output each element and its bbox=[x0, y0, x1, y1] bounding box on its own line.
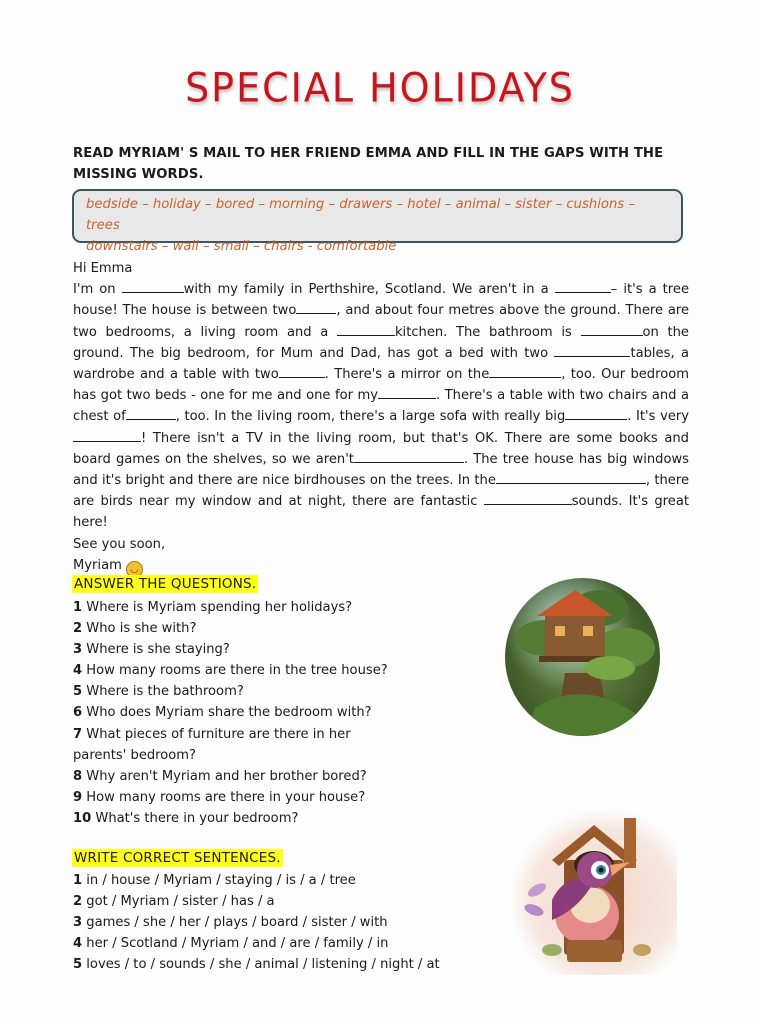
page-title: SPECIAL HOLIDAYS bbox=[185, 64, 575, 112]
sentence-text: her / Scotland / Myriam / and / are / family / in bbox=[86, 936, 389, 952]
question-item bbox=[73, 702, 403, 723]
question-item bbox=[73, 681, 403, 702]
questions-heading: ANSWER THE QUESTIONS. bbox=[74, 576, 257, 592]
question-number: 4 bbox=[73, 663, 83, 679]
question-item-continued bbox=[73, 745, 403, 766]
question-text: Who does Myriam share the bedroom with? bbox=[86, 705, 372, 721]
sentence-item bbox=[73, 891, 493, 912]
gap-12[interactable] bbox=[73, 429, 141, 442]
gap-7[interactable] bbox=[279, 365, 325, 378]
question-item bbox=[73, 766, 403, 787]
gap-15[interactable] bbox=[484, 492, 572, 505]
question-item bbox=[73, 787, 403, 808]
sentence-text: loves / to / sounds / she / animal / listening / night / at bbox=[86, 957, 440, 973]
sentence-item bbox=[73, 933, 493, 954]
sentences-heading: WRITE CORRECT SENTENCES. bbox=[74, 850, 281, 866]
letter-signature: Myriam bbox=[73, 557, 122, 573]
sentence-text: got / Myriam / sister / has / a bbox=[86, 894, 275, 910]
letter-text: , there are birds near my window and at night, there are fantastic bbox=[73, 473, 689, 510]
instructions: READ MYRIAM' S MAIL TO HER FRIEND EMMA AND FILL IN THE GAPS WITH THE MISSING WORDS. bbox=[73, 146, 664, 182]
letter-text: . There's a table with two chairs and a chest of bbox=[73, 388, 689, 425]
letter-text: . The tree house has big windows and it's bright and there are nice birdhouses on the trees. In the bbox=[73, 451, 689, 489]
letter-text: – it's a tree house! The house is between two bbox=[73, 282, 689, 319]
sentence-number: 2 bbox=[73, 894, 83, 910]
smiley-face-icon: ◡ bbox=[126, 561, 143, 578]
gap-11[interactable] bbox=[565, 407, 627, 420]
sentence-number: 3 bbox=[73, 915, 83, 931]
letter-text: sounds. It's great here! bbox=[73, 494, 689, 531]
letter-text: on the ground. The big bedroom, for Mum and Dad, has got a bed with two bbox=[73, 324, 689, 361]
birdhouse-image bbox=[512, 810, 677, 975]
question-item bbox=[73, 618, 403, 639]
sentence-item bbox=[73, 870, 493, 891]
gap-9[interactable] bbox=[378, 386, 436, 399]
gap-6[interactable] bbox=[554, 344, 630, 357]
sentence-text: games / she / her / plays / board / sister / with bbox=[86, 915, 388, 931]
sentences-list bbox=[73, 870, 493, 975]
sentence-number: 4 bbox=[73, 936, 83, 952]
gap-13[interactable] bbox=[354, 450, 464, 463]
word-bank-line-1: bedside – holiday – bored – morning – drawers – hotel – animal – sister – cushions – trees bbox=[86, 197, 635, 233]
question-text: What pieces of furniture are there in her bbox=[86, 726, 351, 742]
question-item bbox=[73, 597, 403, 618]
letter-text: with my family in Perthshire, Scotland. We aren't in a bbox=[183, 282, 555, 298]
gap-3[interactable] bbox=[296, 301, 336, 314]
word-bank-line-2: downstairs – wall – small – chairs - comfortable bbox=[86, 239, 397, 254]
sentence-number: 5 bbox=[73, 957, 83, 973]
sentence-item bbox=[73, 912, 493, 933]
tree-house-illustration bbox=[505, 578, 660, 736]
gap-5[interactable] bbox=[581, 323, 643, 336]
question-number: 3 bbox=[73, 642, 83, 658]
question-item bbox=[73, 808, 403, 829]
question-item bbox=[73, 639, 403, 660]
question-item bbox=[73, 724, 403, 745]
letter-text: tables, a wardrobe and a table with two bbox=[73, 345, 689, 383]
letter bbox=[73, 258, 689, 578]
gap-14[interactable] bbox=[496, 471, 646, 484]
word-bank bbox=[72, 189, 683, 254]
letter-text: . There's a mirror on the bbox=[324, 367, 490, 383]
bird-in-birdhouse-illustration bbox=[512, 810, 677, 975]
question-text: parents' bedroom? bbox=[73, 747, 197, 763]
questions-list bbox=[73, 597, 403, 829]
question-number: 8 bbox=[73, 768, 83, 784]
question-text: Where is Myriam spending her holidays? bbox=[86, 600, 353, 615]
sentence-number: 1 bbox=[73, 873, 83, 888]
question-number: 1 bbox=[73, 600, 83, 615]
question-text: What's there in your bedroom? bbox=[95, 810, 299, 826]
question-text: Who is she with? bbox=[86, 621, 197, 637]
question-number: 7 bbox=[73, 726, 83, 742]
question-item bbox=[73, 660, 403, 681]
question-number: 2 bbox=[73, 621, 83, 637]
letter-body bbox=[73, 279, 689, 533]
sentence-text: in / house / Myriam / staying / is / a / tree bbox=[86, 873, 356, 888]
gap-2[interactable] bbox=[555, 280, 611, 293]
question-number: 5 bbox=[73, 684, 83, 700]
question-number: 9 bbox=[73, 789, 83, 805]
question-text: Where is she staying? bbox=[86, 642, 230, 658]
question-number: 10 bbox=[73, 810, 92, 826]
letter-text: . It's very bbox=[627, 409, 690, 425]
letter-greeting: Hi Emma bbox=[73, 261, 133, 276]
question-text: Why aren't Myriam and her brother bored? bbox=[86, 768, 367, 784]
letter-text: , and about four metres above the ground. There are two bedrooms, a living room and a bbox=[73, 303, 690, 340]
gap-10[interactable] bbox=[126, 407, 176, 420]
letter-text: , too. In the living room, there's a large sofa with really big bbox=[175, 409, 566, 425]
question-number: 6 bbox=[73, 705, 83, 721]
letter-closing: See you soon, bbox=[73, 536, 166, 552]
letter-text: , too. Our bedroom has got two beds - one for me and one for my bbox=[73, 367, 689, 404]
letter-text: ! There isn't a TV in the living room, but that's OK. There are some books and board games on the shelves, so we aren't bbox=[73, 430, 689, 467]
tree-house-image bbox=[505, 578, 660, 736]
gap-4[interactable] bbox=[337, 323, 395, 336]
letter-text: kitchen. The bathroom is bbox=[394, 324, 581, 340]
question-text: Where is the bathroom? bbox=[86, 684, 244, 700]
letter-text: I'm on bbox=[73, 282, 122, 298]
sentence-item bbox=[73, 954, 493, 975]
gap-8[interactable] bbox=[489, 365, 561, 378]
question-text: How many rooms are there in your house? bbox=[86, 789, 366, 805]
gap-1[interactable] bbox=[122, 280, 184, 293]
question-text: How many rooms are there in the tree house? bbox=[86, 663, 388, 679]
